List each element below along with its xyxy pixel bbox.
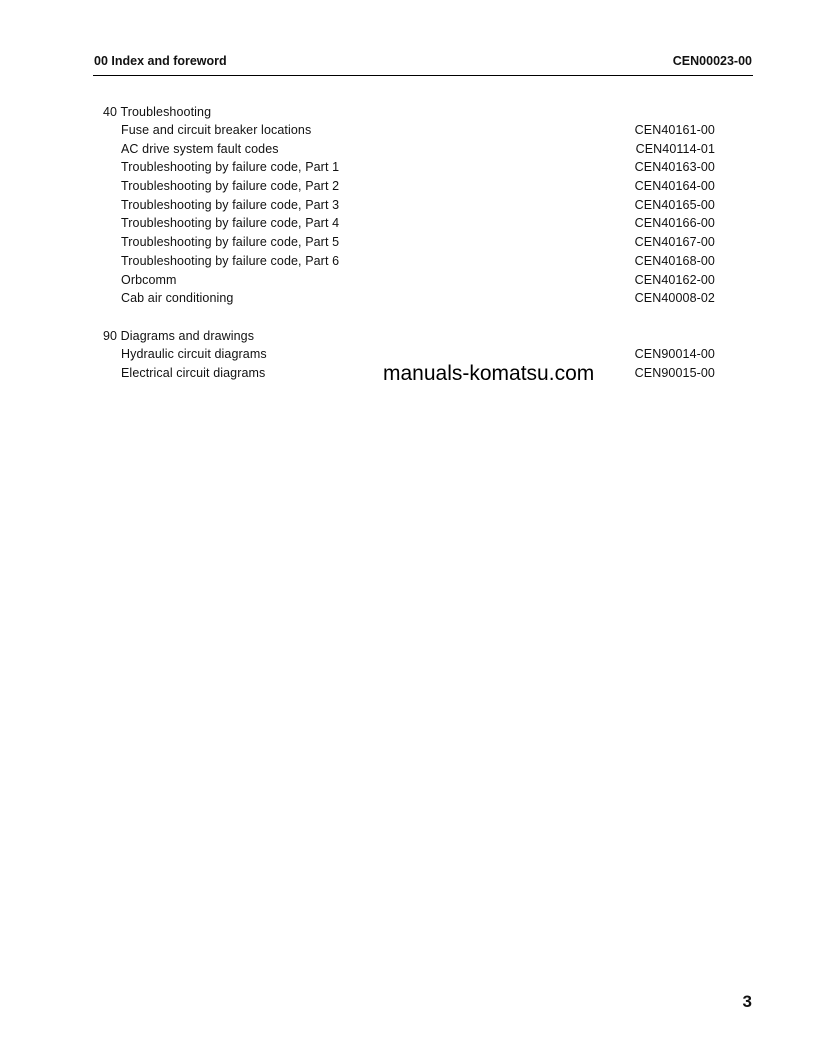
section-troubleshooting — [103, 103, 715, 308]
index-entry — [103, 214, 715, 233]
index-entry — [103, 271, 715, 290]
index-entry — [103, 196, 715, 215]
entry-code: CEN40166-00 — [634, 216, 715, 231]
entry-code: CEN40167-00 — [634, 235, 715, 250]
entry-label: Orbcomm — [121, 272, 177, 287]
entry-label: Cab air conditioning — [121, 291, 234, 306]
header-document-code: CEN00023-00 — [672, 54, 752, 68]
entry-code: CEN40168-00 — [634, 253, 715, 268]
entry-code: CEN40114-01 — [635, 141, 715, 156]
entry-label: Troubleshooting by failure code, Part 4 — [121, 216, 340, 231]
index-content — [103, 103, 715, 401]
entry-label: Fuse and circuit breaker locations — [121, 123, 312, 137]
page-number: 3 — [742, 992, 752, 1011]
entry-code: CEN40161-00 — [634, 123, 715, 137]
page-header — [93, 53, 753, 76]
entry-code: CEN90014-00 — [634, 346, 715, 361]
index-entry — [103, 158, 715, 177]
entry-label: Electrical circuit diagrams — [121, 365, 266, 380]
entry-label: Troubleshooting by failure code, Part 5 — [121, 235, 340, 250]
index-entry — [103, 345, 715, 364]
entry-label: Troubleshooting by failure code, Part 6 — [121, 253, 340, 268]
entry-code: CEN40162-00 — [634, 272, 715, 287]
entry-label: Hydraulic circuit diagrams — [121, 346, 267, 361]
index-entry — [103, 252, 715, 271]
section-title: 40 Troubleshooting — [103, 105, 212, 119]
entry-label: AC drive system fault codes — [121, 141, 279, 156]
section-title: 90 Diagrams and drawings — [103, 328, 255, 343]
watermark-text: manuals-komatsu.com — [383, 362, 595, 385]
index-entry — [103, 177, 715, 196]
entry-code: CEN40165-00 — [634, 197, 715, 212]
entry-label: Troubleshooting by failure code, Part 3 — [121, 197, 340, 212]
index-entry — [103, 140, 715, 159]
entry-code: CEN90015-00 — [634, 365, 715, 380]
entry-code: CEN40164-00 — [634, 179, 715, 194]
index-entry — [103, 121, 715, 140]
entry-label: Troubleshooting by failure code, Part 1 — [121, 160, 340, 175]
entry-code: CEN40008-02 — [634, 291, 715, 306]
index-entry — [103, 233, 715, 252]
index-entry — [103, 289, 715, 308]
header-section-title: 00 Index and foreword — [94, 54, 227, 68]
entry-code: CEN40163-00 — [634, 160, 715, 175]
entry-label: Troubleshooting by failure code, Part 2 — [121, 179, 340, 194]
